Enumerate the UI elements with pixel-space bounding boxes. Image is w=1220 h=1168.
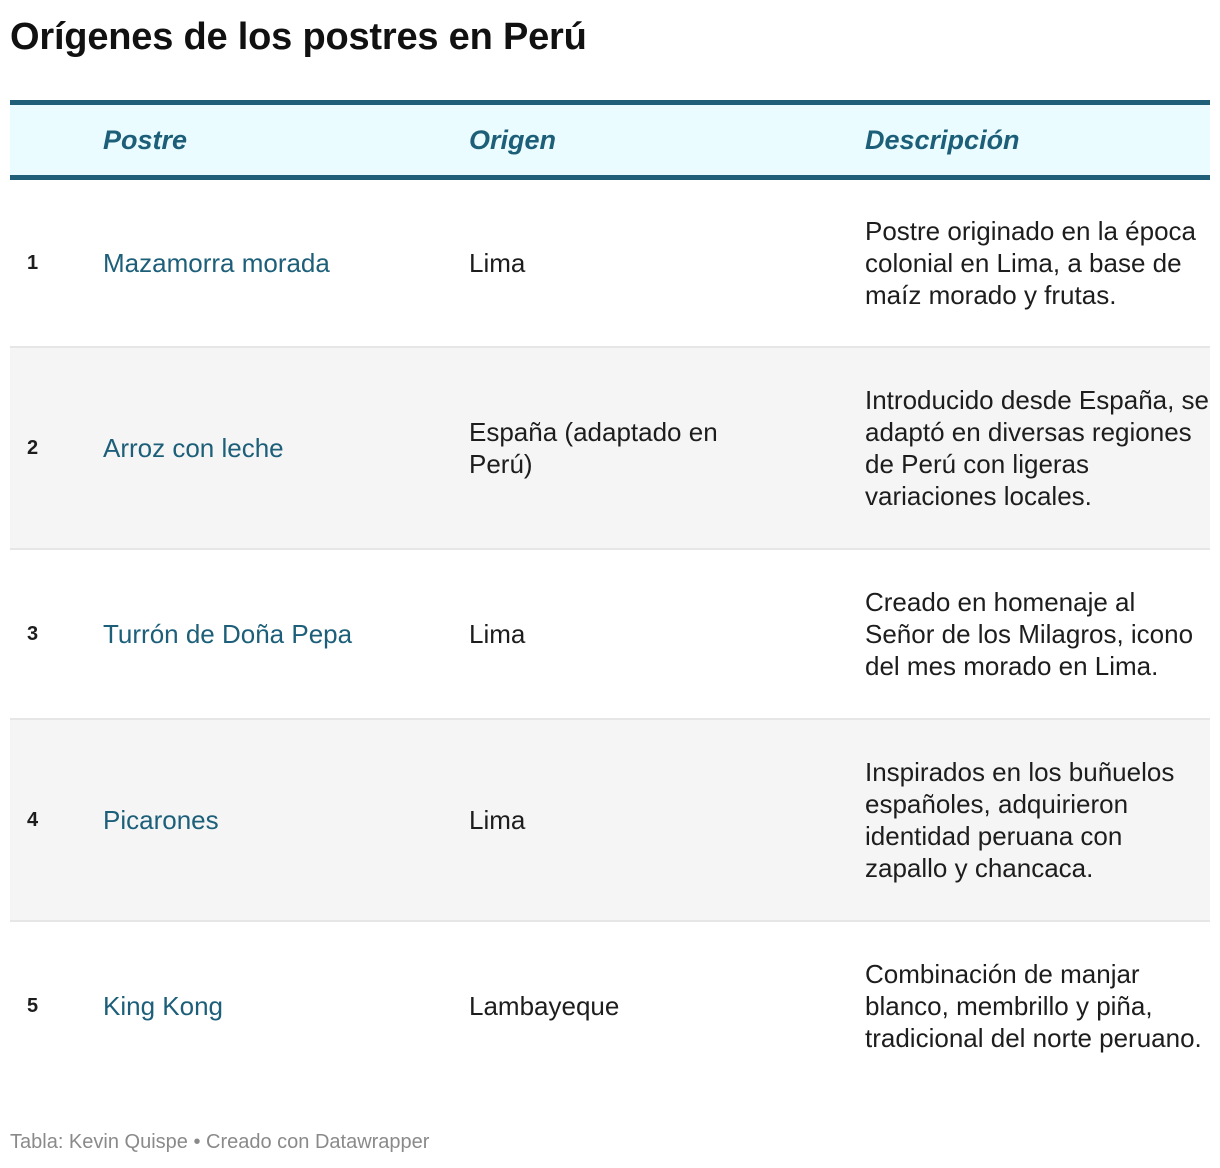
cell-descripcion: Introducido desde España, se adaptó en diversas regiones de Perú con ligeras variaciones locales. <box>865 384 1210 511</box>
postres-table <box>10 100 1210 1091</box>
cell-origen: Lima <box>469 247 526 278</box>
row-number: 5 <box>27 995 39 1017</box>
cell-origen: Lima <box>469 618 526 649</box>
header-row <box>10 103 1210 178</box>
cell-descripcion: Combinación de manjar blanco, membrillo y piña, tradicional del norte peruano. <box>865 959 1202 1053</box>
cell-postre: Mazamorra morada <box>103 247 330 278</box>
table-container <box>10 0 1210 1091</box>
table-row <box>10 719 1210 921</box>
cell-origen: Lima <box>469 804 526 835</box>
cell-postre: Arroz con leche <box>103 432 284 463</box>
cell-postre: King Kong <box>103 991 223 1021</box>
cell-origen: España (adaptado en Perú) <box>469 416 718 479</box>
header-postre[interactable]: Postre <box>103 124 188 155</box>
header-origen[interactable]: Origen <box>469 124 557 155</box>
table-row <box>10 921 1210 1091</box>
table-body <box>10 178 1210 1091</box>
cell-postre: Turrón de Doña Pepa <box>103 618 353 649</box>
row-number: 1 <box>27 251 39 274</box>
page-title: Orígenes de los postres en Perú <box>10 16 587 58</box>
cell-descripcion: Creado en homenaje al Señor de los Milagros, icono del mes morado en Lima. <box>865 586 1194 681</box>
cell-origen: Lambayeque <box>469 991 620 1021</box>
cell-descripcion: Postre originado en la época colonial en Lima, a base de maíz morado y frutas. <box>865 215 1197 310</box>
table-row <box>10 347 1210 549</box>
row-number: 3 <box>27 622 39 645</box>
cell-descripcion: Inspirados en los buñuelos españoles, adquirieron identidad peruana con zapallo y chancaca. <box>865 756 1175 883</box>
table-header <box>10 103 1210 178</box>
row-number: 4 <box>27 808 39 831</box>
table-row <box>10 549 1210 719</box>
source-footer: Tabla: Kevin Quispe • Creado con Datawrapper <box>10 1131 430 1153</box>
header-index <box>10 103 103 178</box>
row-number: 2 <box>27 436 39 459</box>
header-descripcion[interactable]: Descripción <box>865 124 1020 155</box>
cell-postre: Picarones <box>103 804 219 835</box>
table-row <box>10 178 1210 347</box>
